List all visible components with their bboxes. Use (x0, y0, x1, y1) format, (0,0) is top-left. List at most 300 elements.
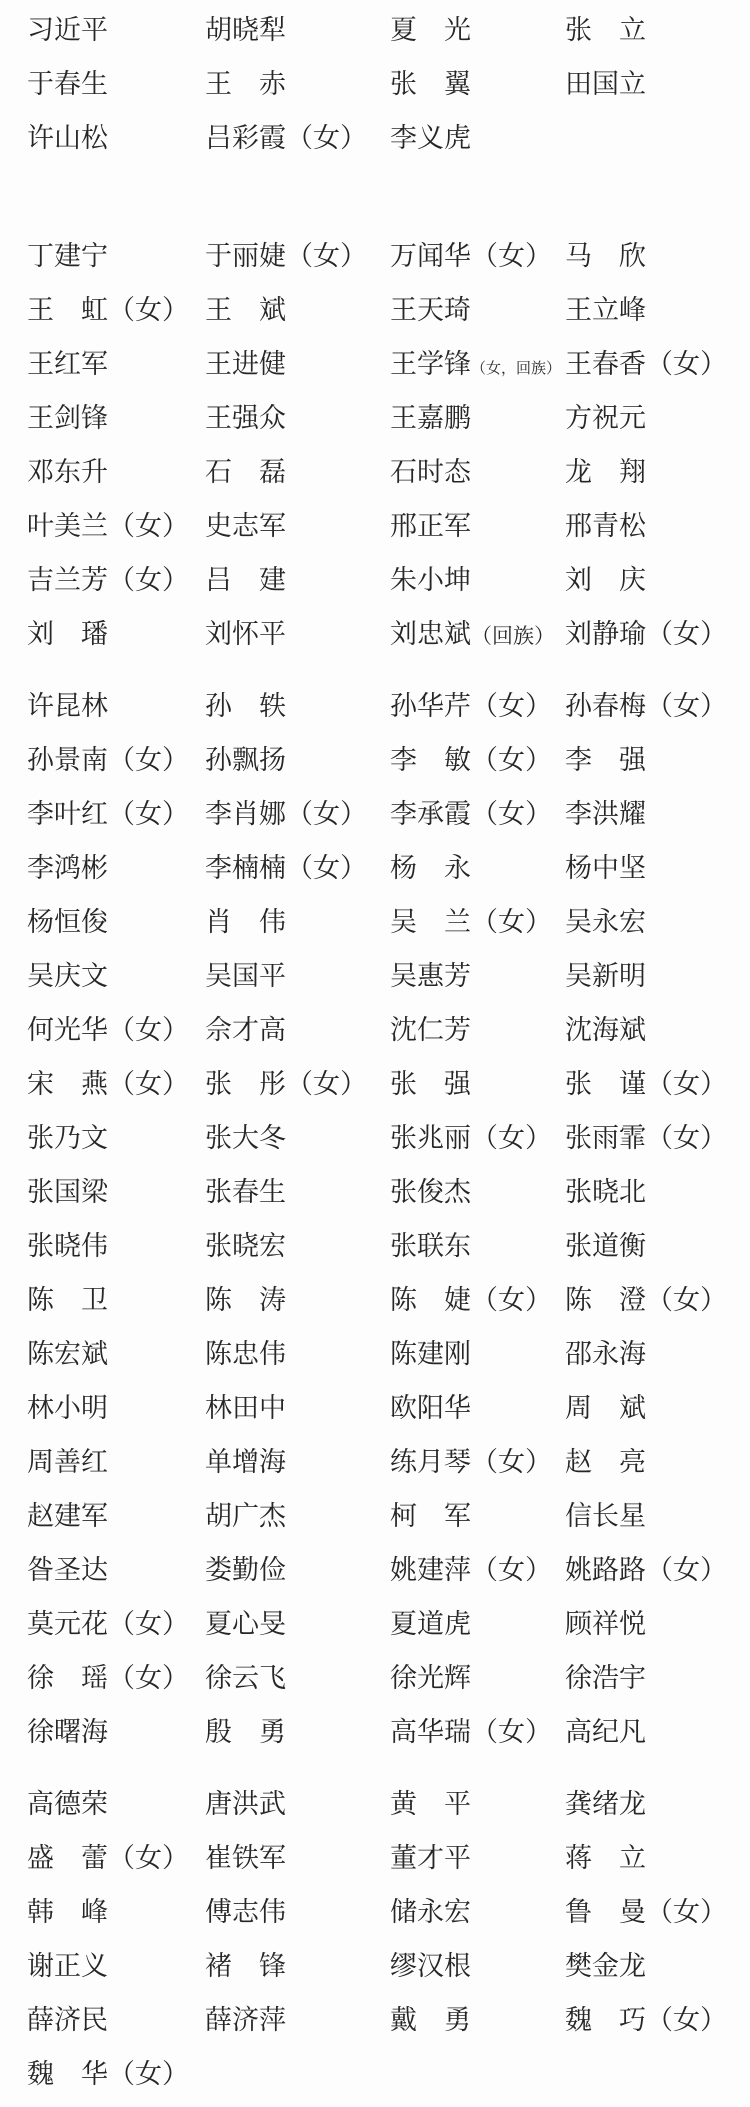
name-group-4 (27, 1777, 750, 2101)
deputy-name-text: 褚 锋 (205, 1951, 286, 1981)
deputy-name (390, 1273, 565, 1327)
deputy-name-text: 戴 勇 (390, 2005, 471, 2035)
deputy-name-text: 沈海斌 (565, 1015, 646, 1045)
deputy-name (205, 3, 390, 57)
deputy-name-text: 王 斌 (205, 295, 286, 325)
deputy-name-text: 魏 巧 (565, 2005, 646, 2035)
deputy-name (205, 1543, 390, 1597)
deputy-name (27, 1651, 205, 1705)
gender-ethnic-annotation: （女） (646, 691, 727, 721)
deputy-name-text: 单增海 (205, 1447, 286, 1477)
deputy-name (27, 1597, 205, 1651)
name-row (27, 57, 750, 111)
deputy-name-text: 林田中 (205, 1393, 286, 1423)
deputy-name (390, 1885, 565, 1939)
deputy-name-text: 唐洪武 (205, 1789, 286, 1819)
gender-ethnic-annotation: （女） (646, 619, 727, 649)
name-row (27, 1885, 750, 1939)
name-row (27, 3, 750, 57)
deputy-name-text: 薛济萍 (205, 2005, 286, 2035)
deputy-name (390, 787, 565, 841)
name-row (27, 1651, 750, 1705)
deputy-name (205, 1219, 390, 1273)
deputy-name-text: 肖 伟 (205, 907, 286, 937)
gender-ethnic-annotation: （女） (471, 1447, 552, 1477)
empty-cell (390, 2047, 565, 2101)
deputy-name-text: 姚建萍 (390, 1555, 471, 1585)
deputy-name-text: 鲁 曼 (565, 1897, 646, 1927)
deputy-name-text: 傅志伟 (205, 1897, 286, 1927)
deputy-name (565, 1327, 750, 1381)
name-group-3 (27, 679, 750, 1759)
deputy-name (390, 57, 565, 111)
deputy-name (565, 1651, 750, 1705)
deputy-name (390, 553, 565, 607)
gender-ethnic-annotation: （女） (108, 1843, 189, 1873)
deputy-name (205, 1435, 390, 1489)
deputy-name (205, 949, 390, 1003)
deputy-name (205, 391, 390, 445)
deputy-name (205, 337, 390, 396)
deputy-name-text: 刘 庆 (565, 565, 646, 595)
deputy-name (27, 679, 205, 733)
deputy-name (565, 1831, 750, 1885)
deputy-name (27, 1165, 205, 1219)
deputy-name-text: 徐光辉 (390, 1663, 471, 1693)
gender-ethnic-annotation: （女，回族） (471, 361, 562, 377)
name-row (27, 553, 750, 607)
deputy-name-text: 孙飘扬 (205, 745, 286, 775)
deputy-name-text: 许山松 (27, 123, 108, 153)
deputy-name (205, 841, 390, 895)
deputy-name-text: 王学锋 (390, 349, 471, 379)
deputy-name-text: 徐曙海 (27, 1717, 108, 1747)
deputy-name (205, 895, 390, 949)
deputy-name (565, 229, 750, 283)
deputy-name-text: 娄勤俭 (205, 1555, 286, 1585)
gender-ethnic-annotation: （女） (471, 1717, 552, 1747)
deputy-name-text: 刘静瑜 (565, 619, 646, 649)
deputy-name-text: 顾祥悦 (565, 1609, 646, 1639)
deputy-name (205, 1111, 390, 1165)
deputy-name-text: 魏 华 (27, 2059, 108, 2089)
deputy-name (565, 841, 750, 895)
deputy-name-text: 王进健 (205, 349, 286, 379)
deputy-name (390, 1381, 565, 1435)
deputy-name-text: 崔铁军 (205, 1843, 286, 1873)
deputy-name-text: 方祝元 (565, 403, 646, 433)
deputy-name (27, 607, 205, 663)
gender-ethnic-annotation: （女） (286, 123, 367, 153)
deputy-name (27, 1939, 205, 1993)
deputy-name-text: 姚路路 (565, 1555, 646, 1585)
deputy-name (27, 1273, 205, 1327)
deputy-name (205, 1003, 390, 1057)
deputy-name-text: 吉兰芳 (27, 565, 108, 595)
deputy-name-text: 习近平 (27, 15, 108, 45)
deputy-name (205, 1273, 390, 1327)
deputy-name (27, 553, 205, 607)
deputy-name-text: 何光华 (27, 1015, 108, 1045)
deputy-name (27, 1381, 205, 1435)
deputy-name-text: 邢青松 (565, 511, 646, 541)
deputy-name-text: 李 敏 (390, 745, 471, 775)
deputy-name-text: 王天琦 (390, 295, 471, 325)
deputy-name (205, 283, 390, 337)
deputy-name (27, 733, 205, 787)
deputy-name (27, 3, 205, 57)
deputy-name (205, 1831, 390, 1885)
deputy-name (565, 57, 750, 111)
deputy-name-text: 于春生 (27, 69, 108, 99)
gender-ethnic-annotation: （女） (471, 1555, 552, 1585)
deputy-name (565, 337, 750, 396)
deputy-name (390, 679, 565, 733)
deputy-name (390, 1219, 565, 1273)
name-row (27, 1327, 750, 1381)
name-row (27, 445, 750, 499)
deputy-name-text: 杨恒俊 (27, 907, 108, 937)
deputy-name-text: 王嘉鹏 (390, 403, 471, 433)
deputy-name (205, 1597, 390, 1651)
deputy-name-text: 史志军 (205, 511, 286, 541)
deputy-name-text: 石 磊 (205, 457, 286, 487)
deputy-name (565, 1597, 750, 1651)
deputy-name-text: 徐浩宇 (565, 1663, 646, 1693)
deputy-name (390, 1003, 565, 1057)
deputy-name-text: 龚绪龙 (565, 1789, 646, 1819)
deputy-name-text: 叶美兰 (27, 511, 108, 541)
deputy-name (27, 949, 205, 1003)
deputy-name-text: 胡广杰 (205, 1501, 286, 1531)
gender-ethnic-annotation: （女） (286, 799, 367, 829)
gender-ethnic-annotation: （女） (471, 907, 552, 937)
deputy-name-text: 张联东 (390, 1231, 471, 1261)
deputy-name (27, 337, 205, 396)
deputy-name (27, 1489, 205, 1543)
deputy-name-text: 陈 涛 (205, 1285, 286, 1315)
deputy-name-text: 陈宏斌 (27, 1339, 108, 1369)
deputy-name-text: 陈 澄 (565, 1285, 646, 1315)
deputy-name (27, 391, 205, 445)
deputy-name-text: 田国立 (565, 69, 646, 99)
deputy-name (565, 949, 750, 1003)
deputy-name (565, 1003, 750, 1057)
gender-ethnic-annotation: （回族） (471, 624, 555, 648)
deputy-name (390, 111, 565, 165)
deputy-name-text: 王强众 (205, 403, 286, 433)
deputy-name-text: 李鸿彬 (27, 853, 108, 883)
deputy-name-text: 高华瑞 (390, 1717, 471, 1747)
deputy-name (390, 1939, 565, 1993)
deputy-name (565, 607, 750, 663)
name-row (27, 1705, 750, 1759)
deputy-name-text: 王红军 (27, 349, 108, 379)
gender-ethnic-annotation: （女） (471, 745, 552, 775)
name-row (27, 1543, 750, 1597)
deputy-name-text: 莫元花 (27, 1609, 108, 1639)
deputy-name (565, 1993, 750, 2047)
deputy-name-text: 吴庆文 (27, 961, 108, 991)
empty-cell (565, 111, 750, 165)
deputy-name-text: 赵建军 (27, 1501, 108, 1531)
deputy-name (565, 1273, 750, 1327)
deputy-name-text: 刘 璠 (27, 619, 108, 649)
deputy-name-text: 张 立 (565, 15, 646, 45)
deputy-name (27, 1705, 205, 1759)
deputy-name-text: 王 赤 (205, 69, 286, 99)
deputy-name (27, 57, 205, 111)
gender-ethnic-annotation: （女） (108, 1609, 189, 1639)
gender-ethnic-annotation: （女） (108, 1069, 189, 1099)
name-row (27, 499, 750, 553)
deputy-name (205, 111, 390, 165)
gender-ethnic-annotation: （女） (108, 1663, 189, 1693)
deputy-name (205, 553, 390, 607)
deputy-name (390, 499, 565, 553)
deputy-name (27, 787, 205, 841)
name-row (27, 1381, 750, 1435)
gender-ethnic-annotation: （女） (108, 295, 189, 325)
name-group-1 (27, 3, 750, 165)
deputy-name-text: 陈建刚 (390, 1339, 471, 1369)
deputy-name (27, 1543, 205, 1597)
deputy-name-text: 孙 轶 (205, 691, 286, 721)
deputy-name (565, 733, 750, 787)
deputy-name (390, 1777, 565, 1831)
name-row (27, 111, 750, 165)
deputy-name (27, 1993, 205, 2047)
deputy-name (27, 1327, 205, 1381)
name-row (27, 1597, 750, 1651)
name-row (27, 787, 750, 841)
name-row (27, 283, 750, 337)
deputy-name (565, 679, 750, 733)
deputy-name-text: 马 欣 (565, 241, 646, 271)
deputy-name-text: 王 虹 (27, 295, 108, 325)
deputy-name-text: 张 彤 (205, 1069, 286, 1099)
deputy-name-text: 孙景南 (27, 745, 108, 775)
deputy-name (390, 445, 565, 499)
deputy-name (565, 895, 750, 949)
gender-ethnic-annotation: （女） (108, 745, 189, 775)
gender-ethnic-annotation: （女） (646, 1285, 727, 1315)
deputy-name (390, 1597, 565, 1651)
deputy-name (390, 1831, 565, 1885)
deputy-name-text: 昝圣达 (27, 1555, 108, 1585)
name-row (27, 2047, 750, 2101)
deputy-name-text: 王剑锋 (27, 403, 108, 433)
deputy-name (205, 1705, 390, 1759)
deputy-name (27, 1057, 205, 1111)
deputy-name-text: 邢正军 (390, 511, 471, 541)
empty-cell (205, 2047, 390, 2101)
deputy-name-text: 许昆林 (27, 691, 108, 721)
name-row (27, 1939, 750, 1993)
deputy-name (565, 1939, 750, 1993)
deputy-name-text: 李 强 (565, 745, 646, 775)
deputy-name-text: 徐 瑶 (27, 1663, 108, 1693)
deputy-name (205, 1165, 390, 1219)
deputy-name-text: 张晓伟 (27, 1231, 108, 1261)
deputy-name (390, 3, 565, 57)
deputy-name-text: 龙 翔 (565, 457, 646, 487)
deputy-name (205, 787, 390, 841)
deputy-name-text: 沈仁芳 (390, 1015, 471, 1045)
deputy-name-text: 殷 勇 (205, 1717, 286, 1747)
deputy-name-text: 吕彩霞 (205, 123, 286, 153)
deputy-name-text: 李肖娜 (205, 799, 286, 829)
deputy-name (390, 841, 565, 895)
deputy-name (390, 733, 565, 787)
deputy-name-text: 林小明 (27, 1393, 108, 1423)
deputy-name (390, 1993, 565, 2047)
deputy-name-text: 刘忠斌 (390, 619, 471, 649)
deputy-name-text: 丁建宁 (27, 241, 108, 271)
deputy-name (27, 499, 205, 553)
gender-ethnic-annotation: （女） (286, 1069, 367, 1099)
deputy-name-text: 张乃文 (27, 1123, 108, 1153)
deputy-name-text: 吴 兰 (390, 907, 471, 937)
deputy-name-text: 邓东升 (27, 457, 108, 487)
deputy-name-text: 杨 永 (390, 853, 471, 883)
deputy-name (390, 895, 565, 949)
deputy-name (205, 679, 390, 733)
name-row (27, 1489, 750, 1543)
gender-ethnic-annotation: （女） (108, 511, 189, 541)
deputy-name-text: 张春生 (205, 1177, 286, 1207)
deputy-name-text: 宋 燕 (27, 1069, 108, 1099)
deputy-name (27, 895, 205, 949)
name-row (27, 391, 750, 445)
empty-cell (565, 2047, 750, 2101)
deputy-name-text: 于丽婕 (205, 241, 286, 271)
deputy-name (205, 445, 390, 499)
deputy-name-text: 董才平 (390, 1843, 471, 1873)
gender-ethnic-annotation: （女） (471, 241, 552, 271)
deputy-name (565, 3, 750, 57)
gender-ethnic-annotation: （女） (471, 691, 552, 721)
gender-ethnic-annotation: （女） (471, 1123, 552, 1153)
name-row (27, 1057, 750, 1111)
deputy-name (205, 499, 390, 553)
deputy-name (565, 1111, 750, 1165)
deputy-name (390, 607, 565, 663)
deputy-name-text: 杨中坚 (565, 853, 646, 883)
deputy-name (390, 949, 565, 1003)
deputy-name (565, 1885, 750, 1939)
deputy-name (205, 733, 390, 787)
deputy-name (565, 391, 750, 445)
deputy-name (565, 1435, 750, 1489)
deputy-name (27, 283, 205, 337)
deputy-name (27, 841, 205, 895)
deputy-name-text: 高德荣 (27, 1789, 108, 1819)
gender-ethnic-annotation: （女） (286, 853, 367, 883)
deputy-name (390, 1651, 565, 1705)
name-row (27, 607, 750, 661)
deputy-name-text: 佘才高 (205, 1015, 286, 1045)
gender-ethnic-annotation: （女） (286, 241, 367, 271)
deputy-name (27, 1885, 205, 1939)
deputy-name-text: 欧阳华 (390, 1393, 471, 1423)
deputy-name-text: 练月琴 (390, 1447, 471, 1477)
deputy-name-text: 缪汉根 (390, 1951, 471, 1981)
deputy-name-text: 高纪凡 (565, 1717, 646, 1747)
deputy-name (390, 229, 565, 283)
gender-ethnic-annotation: （女） (646, 1069, 727, 1099)
gender-ethnic-annotation: （女） (646, 1123, 727, 1153)
gender-ethnic-annotation: （女） (471, 799, 552, 829)
deputy-name (390, 1705, 565, 1759)
deputy-name-text: 张兆丽 (390, 1123, 471, 1153)
name-row (27, 229, 750, 283)
deputy-name (27, 1219, 205, 1273)
deputy-name-text: 李洪耀 (565, 799, 646, 829)
deputy-name (205, 1939, 390, 1993)
name-row (27, 949, 750, 1003)
deputy-name (390, 1543, 565, 1597)
deputy-name-text: 谢正义 (27, 1951, 108, 1981)
deputy-name (565, 1489, 750, 1543)
deputy-name-text: 王春香 (565, 349, 646, 379)
deputy-name (390, 1111, 565, 1165)
deputy-name-text: 刘怀平 (205, 619, 286, 649)
deputy-name (27, 111, 205, 165)
deputy-name (205, 1057, 390, 1111)
deputy-name (27, 1435, 205, 1489)
deputy-name (565, 787, 750, 841)
name-row (27, 733, 750, 787)
name-group-2 (27, 229, 750, 661)
deputy-name (390, 283, 565, 337)
deputy-name-text: 吴惠芳 (390, 961, 471, 991)
deputy-name-text: 薛济民 (27, 2005, 108, 2035)
gender-ethnic-annotation: （女） (108, 1015, 189, 1045)
deputy-name-text: 夏道虎 (390, 1609, 471, 1639)
gender-ethnic-annotation: （女） (646, 1897, 727, 1927)
deputy-name (205, 229, 390, 283)
deputy-name-text: 赵 亮 (565, 1447, 646, 1477)
deputy-name-text: 万闻华 (390, 241, 471, 271)
deputy-name (390, 1057, 565, 1111)
deputy-name-text: 李义虎 (390, 123, 471, 153)
deputy-name-text: 石时态 (390, 457, 471, 487)
deputy-name (565, 499, 750, 553)
deputy-name (565, 1381, 750, 1435)
deputy-name-text: 张道衡 (565, 1231, 646, 1261)
deputy-name (205, 1993, 390, 2047)
deputy-name-text: 陈 卫 (27, 1285, 108, 1315)
deputy-name-text: 李楠楠 (205, 853, 286, 883)
deputy-name (565, 1705, 750, 1759)
deputy-name (205, 1381, 390, 1435)
name-row (27, 841, 750, 895)
deputy-name-text: 周 斌 (565, 1393, 646, 1423)
deputy-name (205, 1777, 390, 1831)
deputy-name (27, 1111, 205, 1165)
deputy-name-text: 徐云飞 (205, 1663, 286, 1693)
deputy-name-text: 吴国平 (205, 961, 286, 991)
name-row (27, 337, 750, 391)
gender-ethnic-annotation: （女） (108, 799, 189, 829)
deputy-name (27, 1831, 205, 1885)
name-row (27, 1219, 750, 1273)
deputy-name (390, 337, 565, 396)
deputy-name-text: 张 谨 (565, 1069, 646, 1099)
name-row (27, 895, 750, 949)
deputy-name (565, 1057, 750, 1111)
